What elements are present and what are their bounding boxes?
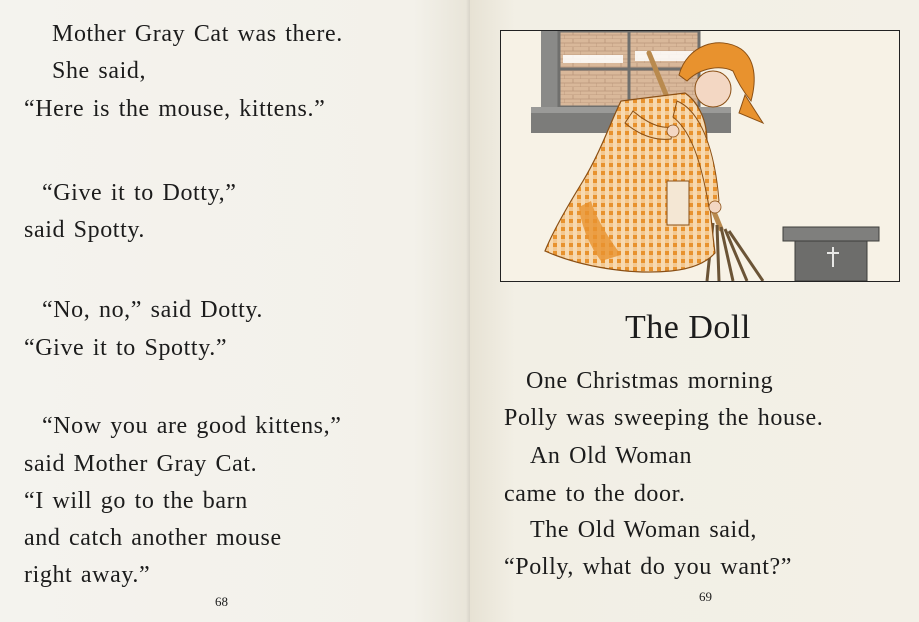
text-line: The Old Woman said, (530, 517, 757, 543)
text-line: said Spotty. (24, 217, 145, 243)
text-line: “I will go to the barn (24, 488, 248, 514)
text-line: Mother Gray Cat was there. (52, 21, 343, 47)
text-line: “Polly, what do you want?” (504, 554, 792, 580)
text-line: An Old Woman (530, 443, 693, 469)
text-line: came to the door. (504, 481, 686, 507)
text-line: “Here is the mouse, kittens.” (24, 96, 326, 122)
text-line: “Give it to Spotty.” (24, 335, 228, 361)
right-page (470, 0, 919, 622)
text-line: “Give it to Dotty,” (42, 180, 237, 206)
page-number: 69 (699, 589, 712, 604)
text-line: She said, (52, 58, 147, 84)
text-line: One Christmas morning (526, 368, 774, 394)
text-line: “Now you are good kittens,” (42, 413, 342, 439)
text-line: and catch another mouse (24, 525, 282, 551)
page-number: 68 (215, 594, 228, 609)
text-line: said Mother Gray Cat. (24, 451, 258, 477)
text-line: Polly was sweeping the house. (504, 405, 824, 431)
story-title: The Doll (625, 309, 751, 346)
girl-sweeping-illustration (500, 30, 900, 282)
text-line: right away.” (24, 562, 151, 588)
text-line: “No, no,” said Dotty. (42, 297, 264, 323)
